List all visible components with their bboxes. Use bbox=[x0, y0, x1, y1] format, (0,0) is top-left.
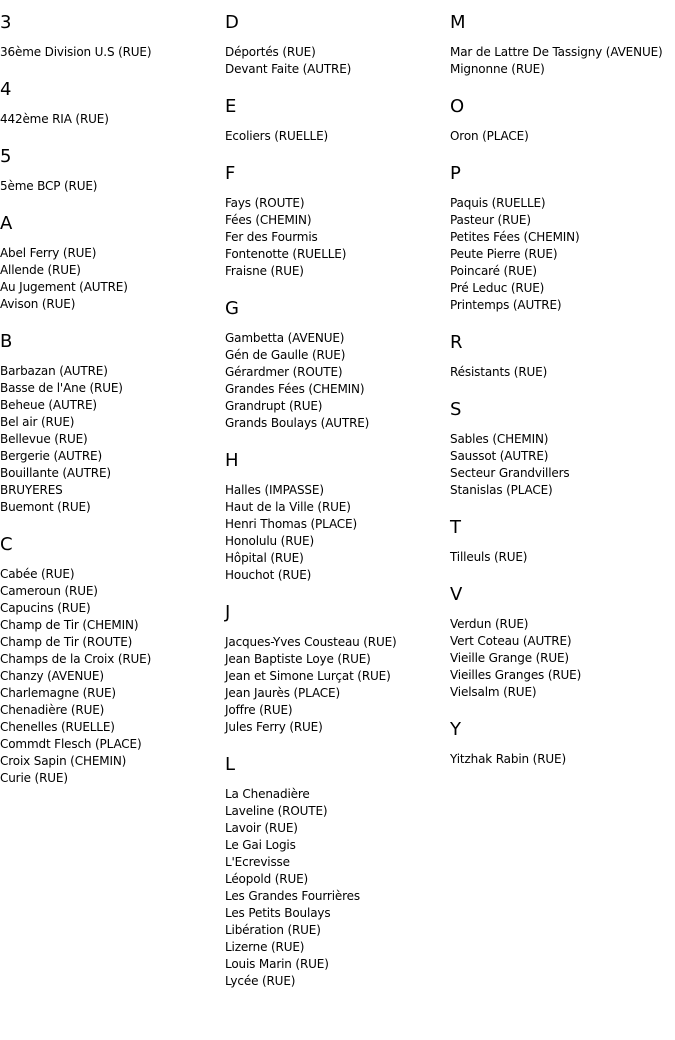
street-link[interactable]: Déportés (RUE) bbox=[225, 45, 316, 59]
street-link[interactable]: Honolulu (RUE) bbox=[225, 534, 314, 548]
street-link[interactable]: Champs de la Croix (RUE) bbox=[0, 652, 152, 666]
letter-heading: J bbox=[225, 602, 231, 623]
street-link[interactable]: Cabée (RUE) bbox=[0, 567, 75, 581]
street-link[interactable]: Léopold (RUE) bbox=[225, 872, 309, 886]
street-link[interactable]: Résistants (RUE) bbox=[450, 365, 548, 379]
street-index-column-3 bbox=[450, 0, 675, 786]
street-link[interactable]: Laveline (ROUTE) bbox=[225, 804, 328, 818]
letter-section bbox=[450, 12, 675, 78]
street-link[interactable]: 5ème BCP (RUE) bbox=[0, 179, 98, 193]
street-link[interactable]: Chanzy (AVENUE) bbox=[0, 669, 104, 683]
letter-heading: F bbox=[225, 163, 236, 184]
letter-heading: Y bbox=[450, 719, 461, 740]
street-link[interactable]: Cameroun (RUE) bbox=[0, 584, 98, 598]
letter-heading: C bbox=[0, 534, 13, 555]
street-link[interactable]: Abel Ferry (RUE) bbox=[0, 246, 97, 260]
street-link[interactable]: Beheue (AUTRE) bbox=[0, 398, 97, 412]
letter-section bbox=[0, 146, 225, 195]
street-link[interactable]: Chenadière (RUE) bbox=[0, 703, 105, 717]
letter-heading: R bbox=[450, 332, 463, 353]
street-link[interactable]: Mar de Lattre De Tassigny (AVENUE) bbox=[450, 45, 663, 59]
street-link[interactable]: 442ème RIA (RUE) bbox=[0, 112, 109, 126]
street-link[interactable]: Bel air (RUE) bbox=[0, 415, 75, 429]
street-list bbox=[225, 195, 450, 280]
street-link[interactable]: L'Ecrevisse bbox=[225, 855, 290, 869]
street-link[interactable]: Lavoir (RUE) bbox=[225, 821, 298, 835]
street-link[interactable]: Jean Baptiste Loye (RUE) bbox=[225, 652, 371, 666]
letter-section bbox=[450, 96, 675, 145]
street-list bbox=[0, 111, 225, 128]
street-list bbox=[225, 786, 450, 990]
street-link[interactable]: Paquis (RUELLE) bbox=[450, 196, 546, 210]
street-link[interactable]: Henri Thomas (PLACE) bbox=[225, 517, 358, 531]
street-list bbox=[450, 195, 675, 314]
street-link[interactable]: Vert Coteau (AUTRE) bbox=[450, 634, 572, 648]
letter-section bbox=[450, 399, 675, 499]
street-link[interactable]: Lycée (RUE) bbox=[225, 974, 296, 988]
street-link[interactable]: Fer des Fourmis bbox=[225, 230, 318, 244]
street-link[interactable]: Petites Fées (CHEMIN) bbox=[450, 230, 580, 244]
street-link[interactable]: Joffre (RUE) bbox=[225, 703, 293, 717]
street-link[interactable]: Bouillante (AUTRE) bbox=[0, 466, 111, 480]
letter-section bbox=[225, 96, 450, 145]
street-link[interactable]: Mignonne (RUE) bbox=[450, 62, 545, 76]
street-link[interactable]: Champ de Tir (ROUTE) bbox=[0, 635, 133, 649]
street-link[interactable]: Avison (RUE) bbox=[0, 297, 76, 311]
letter-section bbox=[225, 298, 450, 432]
street-link[interactable]: Fays (ROUTE) bbox=[225, 196, 305, 210]
letter-section bbox=[450, 332, 675, 381]
letter-section bbox=[0, 213, 225, 313]
street-list bbox=[450, 364, 675, 381]
street-list bbox=[450, 44, 675, 78]
letter-section bbox=[0, 79, 225, 128]
letter-section bbox=[0, 12, 225, 61]
street-link[interactable]: Les Grandes Fourrières bbox=[225, 889, 360, 903]
street-link[interactable]: Devant Faite (AUTRE) bbox=[225, 62, 352, 76]
street-list bbox=[0, 245, 225, 313]
street-link[interactable]: Barbazan (AUTRE) bbox=[0, 364, 108, 378]
letter-heading: O bbox=[450, 96, 465, 117]
street-link[interactable]: Allende (RUE) bbox=[0, 263, 81, 277]
street-list bbox=[0, 44, 225, 61]
street-link[interactable]: Vielsalm (RUE) bbox=[450, 685, 537, 699]
street-link[interactable]: Printemps (AUTRE) bbox=[450, 298, 562, 312]
street-list bbox=[450, 431, 675, 499]
street-link[interactable]: Grandrupt (RUE) bbox=[225, 399, 323, 413]
street-link[interactable]: Saussot (AUTRE) bbox=[450, 449, 549, 463]
street-list bbox=[0, 178, 225, 195]
street-link[interactable]: Gambetta (AVENUE) bbox=[225, 331, 345, 345]
street-link[interactable]: Lizerne (RUE) bbox=[225, 940, 305, 954]
street-link[interactable]: Gérardmer (ROUTE) bbox=[225, 365, 343, 379]
letter-heading: D bbox=[225, 12, 239, 33]
letter-heading: A bbox=[0, 213, 13, 234]
street-link[interactable]: Stanislas (PLACE) bbox=[450, 483, 553, 497]
street-link[interactable]: Ecoliers (RUELLE) bbox=[225, 129, 329, 143]
street-list bbox=[450, 751, 675, 768]
letter-section bbox=[450, 517, 675, 566]
street-link[interactable]: Libération (RUE) bbox=[225, 923, 321, 937]
street-list bbox=[450, 616, 675, 701]
street-link[interactable]: Haut de la Ville (RUE) bbox=[225, 500, 351, 514]
letter-heading: B bbox=[0, 331, 13, 352]
street-link[interactable]: Capucins (RUE) bbox=[0, 601, 91, 615]
letter-section bbox=[225, 754, 450, 990]
letter-section bbox=[225, 163, 450, 280]
street-link[interactable]: Curie (RUE) bbox=[0, 771, 68, 785]
street-link[interactable]: Pasteur (RUE) bbox=[450, 213, 531, 227]
street-link[interactable]: BRUYERES bbox=[0, 483, 63, 497]
street-link[interactable]: Peute Pierre (RUE) bbox=[450, 247, 558, 261]
street-link[interactable]: La Chenadière bbox=[225, 787, 310, 801]
letter-section bbox=[450, 163, 675, 314]
street-link[interactable]: Jules Ferry (RUE) bbox=[225, 720, 323, 734]
street-link[interactable]: Basse de l'Ane (RUE) bbox=[0, 381, 123, 395]
street-link[interactable]: Bergerie (AUTRE) bbox=[0, 449, 103, 463]
street-link[interactable]: 36ème Division U.S (RUE) bbox=[0, 45, 152, 59]
street-link[interactable]: Charlemagne (RUE) bbox=[0, 686, 116, 700]
street-link[interactable]: Au Jugement (AUTRE) bbox=[0, 280, 128, 294]
street-list bbox=[225, 482, 450, 584]
street-link[interactable]: Secteur Grandvillers bbox=[450, 466, 570, 480]
street-link[interactable]: Sables (CHEMIN) bbox=[450, 432, 549, 446]
street-index-column-2 bbox=[225, 0, 450, 1008]
street-link[interactable]: Houchot (RUE) bbox=[225, 568, 312, 582]
letter-heading: M bbox=[450, 12, 466, 33]
street-link[interactable]: Vieilles Granges (RUE) bbox=[450, 668, 582, 682]
letter-heading: H bbox=[225, 450, 239, 471]
street-link[interactable]: Commdt Flesch (PLACE) bbox=[0, 737, 142, 751]
street-link[interactable]: Louis Marin (RUE) bbox=[225, 957, 329, 971]
street-link[interactable]: Fées (CHEMIN) bbox=[225, 213, 312, 227]
street-link[interactable]: Poincaré (RUE) bbox=[450, 264, 537, 278]
street-link[interactable]: Le Gai Logis bbox=[225, 838, 296, 852]
letter-section bbox=[0, 331, 225, 516]
street-link[interactable]: Jean et Simone Lurçat (RUE) bbox=[225, 669, 391, 683]
street-link[interactable]: Hôpital (RUE) bbox=[225, 551, 304, 565]
street-link[interactable]: Verdun (RUE) bbox=[450, 617, 529, 631]
letter-section bbox=[450, 584, 675, 701]
street-link[interactable]: Pré Leduc (RUE) bbox=[450, 281, 545, 295]
street-list bbox=[0, 566, 225, 787]
street-link[interactable]: Grandes Fées (CHEMIN) bbox=[225, 382, 365, 396]
street-link[interactable]: Oron (PLACE) bbox=[450, 129, 529, 143]
street-link[interactable]: Les Petits Boulays bbox=[225, 906, 331, 920]
letter-heading: 5 bbox=[0, 146, 12, 167]
street-list bbox=[225, 44, 450, 78]
street-link[interactable]: Chenelles (RUELLE) bbox=[0, 720, 115, 734]
letter-heading: 4 bbox=[0, 79, 12, 100]
letter-heading: G bbox=[225, 298, 239, 319]
street-link[interactable]: Croix Sapin (CHEMIN) bbox=[0, 754, 127, 768]
letter-heading: P bbox=[450, 163, 461, 184]
letter-section bbox=[0, 534, 225, 787]
street-list bbox=[225, 330, 450, 432]
street-index-column-1 bbox=[0, 0, 225, 805]
letter-section bbox=[450, 719, 675, 768]
letter-heading: V bbox=[450, 584, 463, 605]
letter-heading: 3 bbox=[0, 12, 12, 33]
letter-heading: L bbox=[225, 754, 236, 775]
street-list bbox=[450, 128, 675, 145]
street-list bbox=[225, 634, 450, 736]
street-link[interactable]: Yitzhak Rabin (RUE) bbox=[450, 752, 566, 766]
letter-section bbox=[225, 602, 450, 736]
street-link[interactable]: Vieille Grange (RUE) bbox=[450, 651, 569, 665]
street-list bbox=[450, 549, 675, 566]
street-link[interactable]: Halles (IMPASSE) bbox=[225, 483, 324, 497]
street-list bbox=[225, 128, 450, 145]
letter-heading: T bbox=[450, 517, 461, 538]
letter-heading: E bbox=[225, 96, 237, 117]
street-link[interactable]: Bellevue (RUE) bbox=[0, 432, 88, 446]
letter-heading: S bbox=[450, 399, 462, 420]
street-link[interactable]: Jacques-Yves Cousteau (RUE) bbox=[225, 635, 397, 649]
letter-section bbox=[225, 450, 450, 584]
street-link[interactable]: Jean Jaurès (PLACE) bbox=[225, 686, 340, 700]
street-link[interactable]: Champ de Tir (CHEMIN) bbox=[0, 618, 139, 632]
street-link[interactable]: Fraisne (RUE) bbox=[225, 264, 304, 278]
street-link[interactable]: Tilleuls (RUE) bbox=[450, 550, 528, 564]
street-link[interactable]: Grands Boulays (AUTRE) bbox=[225, 416, 370, 430]
letter-section bbox=[225, 12, 450, 78]
street-list bbox=[0, 363, 225, 516]
street-link[interactable]: Buemont (RUE) bbox=[0, 500, 91, 514]
street-link[interactable]: Gén de Gaulle (RUE) bbox=[225, 348, 346, 362]
street-link[interactable]: Fontenotte (RUELLE) bbox=[225, 247, 347, 261]
